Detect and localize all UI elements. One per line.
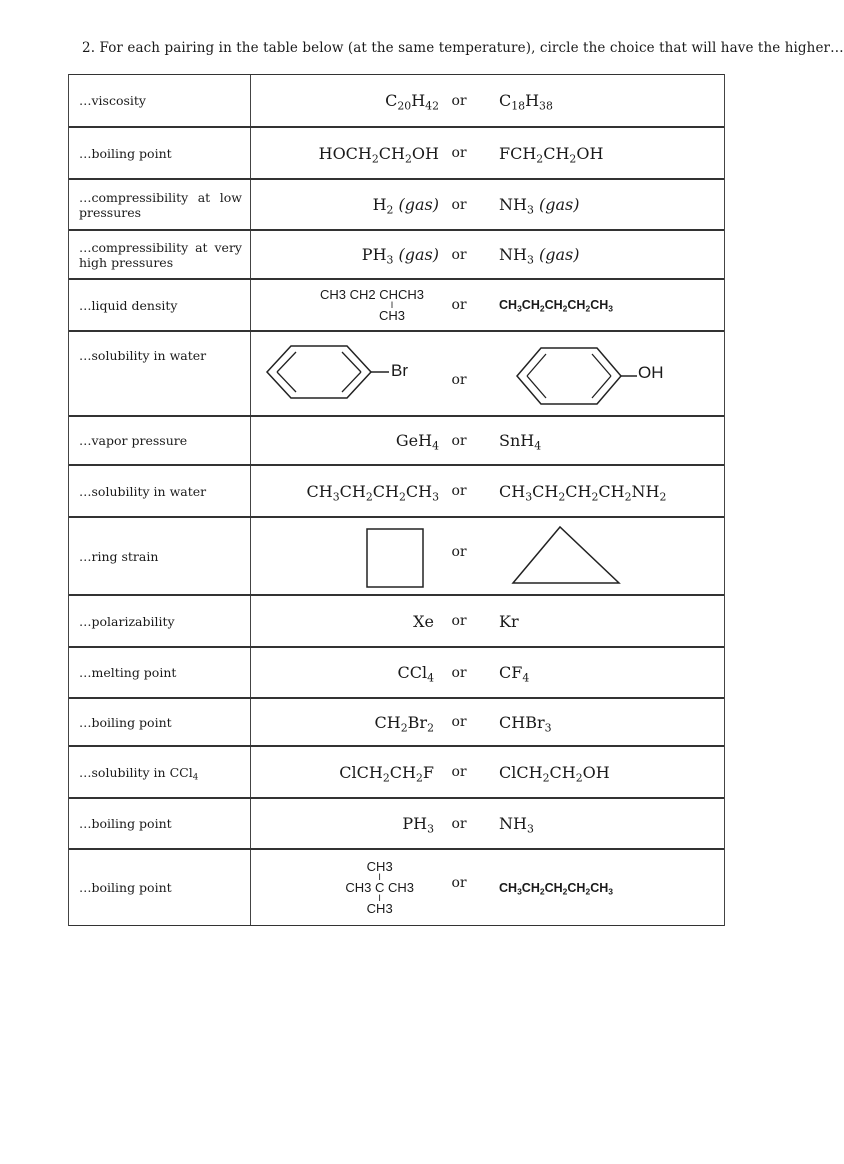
branched-structure: CH3 CH2 CHCH3 I CH3 [319,286,424,323]
or-connector: or [451,92,467,109]
left-choice[interactable]: $CH_2Br_2$ [374,712,434,734]
right-choice[interactable]: $FCH_2CH_2OH$ [499,143,604,165]
table-row [69,74,724,127]
property-label: …boiling point [69,850,251,925]
left-choice[interactable]: $HOCH_2CH_2OH$ [318,143,439,165]
table-row [69,465,724,517]
right-choice[interactable]: $CF_4$ [499,663,530,685]
left-choice[interactable]: $PH_3$ (gas) [361,245,439,267]
property-label: …melting point [69,648,251,697]
table-row [69,798,724,849]
neopentane-structure: CH3 I CH3 C CH3 I CH3 [345,858,414,916]
left-choice[interactable]: $C_{20}H_{42}$ [385,91,439,113]
table-row [69,416,724,465]
table-row [69,279,724,331]
left-choice[interactable]: $H_2$ (gas) [372,195,439,217]
or-connector: or [451,764,467,780]
table-row [69,179,724,230]
bromo-substituent: Br [391,361,408,380]
phenol-structure[interactable] [511,332,651,417]
or-connector: or [451,432,467,449]
or-connector: or [451,815,467,832]
right-choice[interactable]: SnH$_4$ [499,431,542,453]
table-row [69,230,724,279]
table-row [69,595,724,647]
or-connector: or [451,483,467,499]
or-connector: or [451,664,467,681]
right-choice[interactable]: Kr [499,611,519,631]
left-choice[interactable]: $ClCH_2CH_2F$ [339,762,434,784]
hydroxy-substituent: OH [638,363,664,382]
property-label: …vapor pressure [69,417,251,464]
left-choice[interactable]: $CH_3CH_2CH_2CH_3$ [306,481,439,503]
table-row [69,127,724,179]
or-connector: or [451,246,467,263]
right-choice[interactable]: $CH_3CH_2CH_2CH_2NH_2$ [499,481,667,503]
right-choice[interactable]: $CH_3CH_2CH_2CH_2CH_3$ [499,298,613,314]
cyclopropane-structure[interactable] [507,521,627,591]
left-choice[interactable]: Xe [413,611,434,631]
right-choice[interactable]: $NH_3$ [499,814,534,836]
or-connector: or [451,714,467,730]
table-row [69,331,724,416]
property-label: …viscosity [69,75,251,126]
property-label: …solubility in water [69,332,251,415]
table-row [69,746,724,798]
property-label: …liquid density [69,280,251,330]
right-choice[interactable]: $NH_3$ (gas) [499,195,580,217]
property-label: …solubility in CCl$_4$ [69,747,251,797]
property-label: …polarizability [69,596,251,646]
left-choice[interactable]: GeH$_4$ [395,431,439,453]
left-choice[interactable]: $PH_3$ [402,814,434,836]
or-connector: or [451,613,467,629]
property-label: …boiling point [69,128,251,178]
right-choice[interactable]: CHBr$_3$ [499,712,552,734]
table-row [69,647,724,698]
or-connector: or [451,544,467,560]
left-choice[interactable] [320,280,424,330]
or-connector: or [451,196,467,213]
comparison-table [68,74,725,926]
property-label: …ring strain [69,518,251,594]
or-connector: or [451,297,467,313]
property-label: …boiling point [69,799,251,848]
property-label: …boiling point [69,699,251,745]
left-choice[interactable] [345,850,414,925]
table-row [69,698,724,746]
left-choice[interactable]: CCl$_4$ [397,663,434,685]
table-row [69,517,724,595]
right-choice[interactable]: $ClCH_2CH_2OH$ [499,762,610,784]
or-connector: or [451,145,467,161]
table-row [69,849,724,926]
property-label: …compressibility at low pressures [69,180,251,229]
cyclobutane-structure[interactable] [362,524,432,594]
property-label: …solubility in water [69,466,251,516]
right-choice[interactable]: $C_{18}H_{38}$ [499,91,553,113]
question-prompt: 2. For each pairing in the table below (at the same temperature), circle the choice that will have the higher… [82,40,844,56]
or-connector: or [451,371,467,388]
or-connector: or [451,874,467,891]
right-choice[interactable]: $NH_3$ (gas) [499,245,580,267]
bromobenzene-structure[interactable] [261,332,401,417]
right-choice[interactable]: $CH_3CH_2CH_2CH_2CH_3$ [499,880,613,897]
property-label: …compressibility at very high pressures [69,231,251,278]
